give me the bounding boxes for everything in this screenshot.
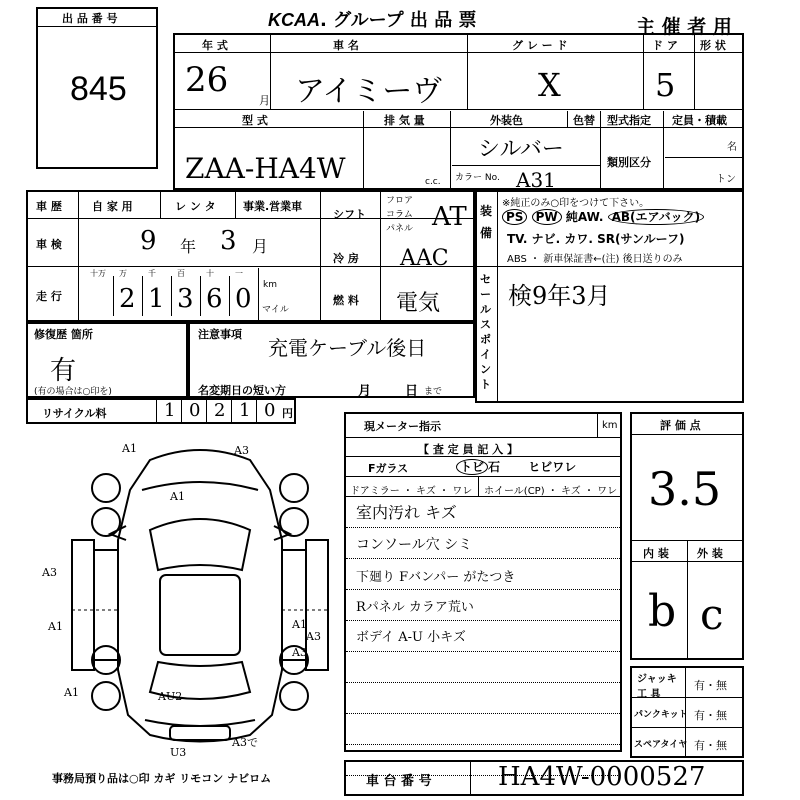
recycle-digit: 2 [214, 400, 226, 421]
mark-rear-left: A1 [64, 686, 79, 699]
mark-right-door: A1 [292, 618, 307, 631]
listing-number: 845 [70, 70, 127, 108]
odometer-digit: 6 [206, 284, 223, 314]
fuel-value: 電気 [396, 291, 441, 316]
notes-value: 充電ケーブル後日 [268, 336, 427, 360]
car-name: アイミーヴ [295, 74, 443, 109]
sales-point: 検9年3月 [508, 282, 611, 310]
odometer-digit: 2 [119, 284, 136, 314]
comment-2: コンソール穴 シミ [356, 537, 473, 553]
recycle-digit: 1 [164, 400, 176, 421]
mark-left-side: A3 [42, 566, 57, 579]
glass-options: トビ 石 ヒビワレ [456, 458, 576, 475]
odometer-digit-label: 万 [119, 269, 127, 278]
chassis-number: HA4W-0000527 [498, 762, 706, 792]
mark-front-right: A3 [234, 444, 249, 457]
inspection-year: 9 [140, 226, 157, 256]
header-title: KCAA. グループ 出 品 票 [268, 10, 477, 31]
grade-value: X [538, 66, 561, 104]
exterior-score: c [700, 590, 724, 639]
repair-value: 有 [50, 356, 77, 386]
mark-right-side: A3 [306, 630, 321, 643]
comment-4: Rパネル カラア荒い [356, 600, 474, 615]
mark-front-left: A1 [122, 442, 137, 455]
doors-value: 5 [655, 66, 676, 104]
comment-1: 室内汚れ キズ [356, 503, 457, 522]
footer-note: 事務局預り品は○印 カギ リモコン ナビロム [52, 772, 272, 785]
brand-logo: KCAA [268, 10, 320, 30]
shift-value: AT [432, 202, 467, 232]
recycle-digit: 0 [264, 400, 276, 421]
color-number: A31 [516, 168, 556, 192]
mark-trunk: AU2 [158, 690, 183, 703]
odometer-digit: 1 [148, 284, 165, 314]
equipment-line1: PS PW 純AW. AB(エアバック) [502, 208, 704, 225]
mark-rear-right: A3で [232, 736, 258, 749]
ac-value: AAC [400, 246, 449, 271]
mark-rear-bumper: U3 [170, 746, 187, 759]
mark-right-rear: A3 [292, 646, 307, 659]
year-value: 26 [185, 60, 229, 100]
color-value: シルバー [478, 137, 564, 162]
odometer-digit-label: 千 [148, 269, 156, 278]
overall-score: 3.5 [648, 462, 722, 516]
car-diagram [10, 430, 350, 760]
interior-score: b [648, 586, 677, 637]
odometer-digit-label: 一 [235, 269, 243, 278]
listing-label: 出 品 番 号 [62, 12, 118, 25]
inspection-month: 3 [220, 226, 237, 256]
mark-hood: A1 [170, 490, 185, 503]
odometer-digit-label: 百 [177, 269, 185, 278]
odometer-digit: 3 [177, 284, 194, 314]
comment-5: ボデイ A-U 小キズ [356, 630, 466, 645]
mark-left-door: A1 [48, 620, 63, 633]
odometer-digit-label: 十 [206, 269, 214, 278]
odometer-digit: 0 [235, 284, 252, 314]
recycle-digit: 0 [189, 400, 201, 421]
model-code: ZAA-HA4W [185, 152, 346, 185]
comment-3: 下廻り Fバンパー がたつき [356, 570, 516, 585]
role-label: 主 催 者 用 [636, 16, 732, 38]
recycle-digit: 1 [239, 400, 251, 421]
odometer-digit-label: 十万 [90, 269, 106, 278]
